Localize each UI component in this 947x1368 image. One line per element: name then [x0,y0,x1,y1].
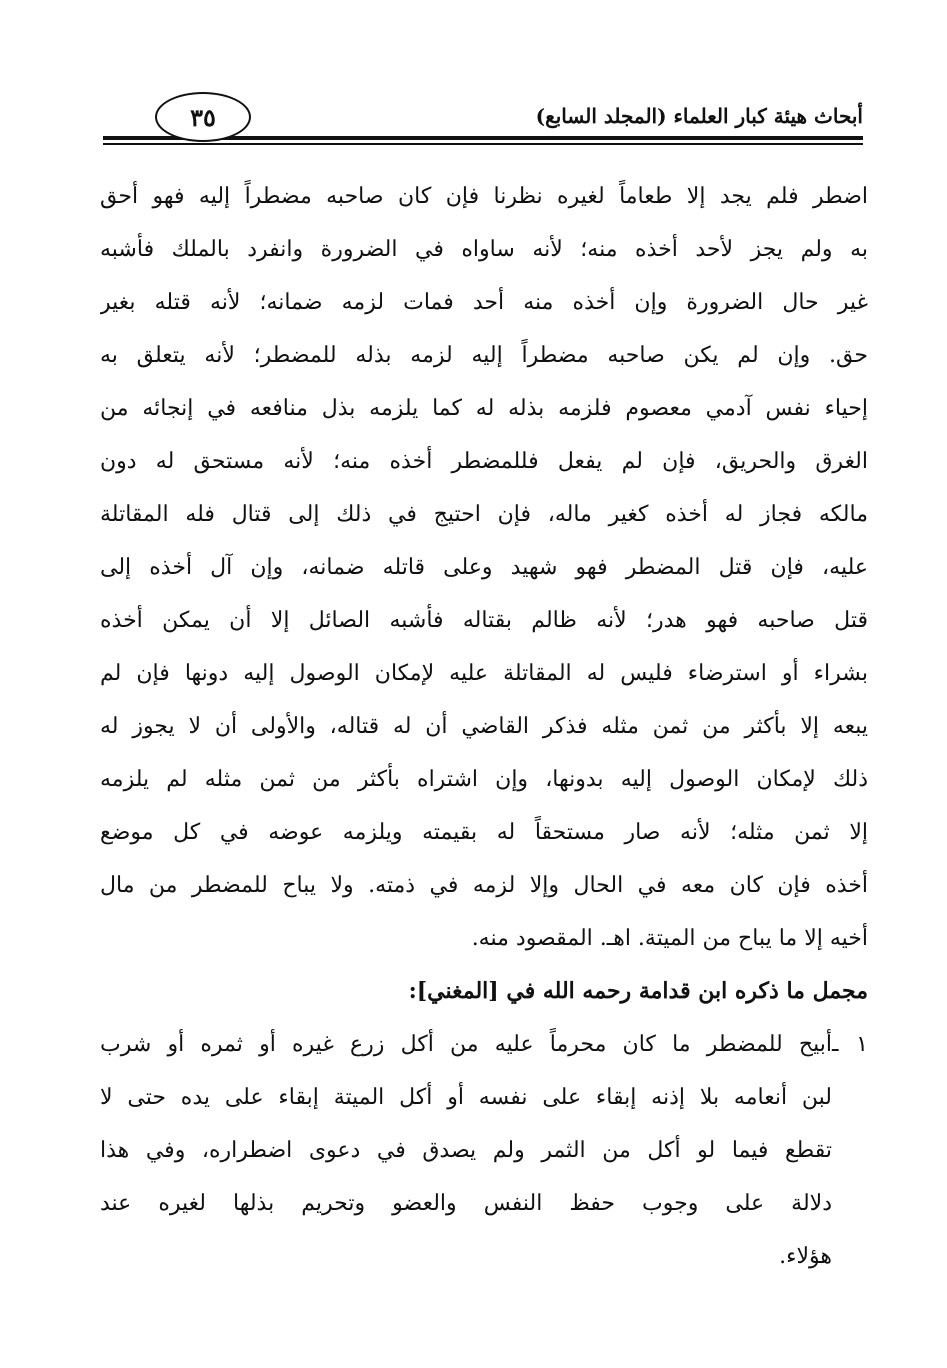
header-rule-thin [103,143,863,145]
body-text [100,170,868,1283]
page-number: ٣٥ [155,92,251,142]
body-line: حق. وإن لم يكن صاحبه مضطراً إليه لزمه بذله للمضطر؛ لأنه يتعلق به [100,343,868,368]
section-heading: مجمل ما ذكره ابن قدامة رحمه الله في [المغني]: [408,978,868,1004]
body-line: غير حال الضرورة وإن أخذه منه أحد فمات لزمه ضمانه؛ لأنه قتله بغير [100,290,868,315]
body-line: بشراء أو استرضاء فليس له المقاتلة عليه لإمكان الوصول إليه دونها فإن لم [100,661,868,686]
body-line: اضطر فلم يجد إلا طعاماً لغيره نظرنا فإن كان صاحبه مضطراً إليه فهو أحق [100,184,868,209]
body-line: إحياء نفس آدمي معصوم فلزمه بذله له كما يلزمه بذل منافعه في إنجائه من [100,396,868,421]
page-header [103,92,863,144]
body-line: عليه، فإن قتل المضطر فهو شهيد وعلى قاتله ضمانه، وإن آل أخذه إلى [100,555,868,580]
body-line: مالكه فجاز له أخذه كغير ماله، فإن احتيج في ذلك إلى قتال فله المقاتلة [100,502,868,527]
body-line: يبعه إلا بأكثر من ثمن مثله فذكر القاضي أن له قتاله، والأولى أن لا يجوز له [100,714,868,739]
body-line: به ولم يجز لأحد أخذه منه؛ لأنه ساواه في الضرورة وانفرد بالملك فأشبه [100,237,868,262]
list-item-marker: ١ ـ [832,1032,868,1057]
body-line: ذلك لإمكان الوصول إليه بدونها، وإن اشتراه بأكثر من ثمن مثله لم يلزمه [100,767,868,792]
body-line: أخذه فإن كان معه في الحال وإلا لزمه في ذمته. ولا يباح للمضطر من مال [100,873,868,898]
body-line: قتل صاحبه فهو هدر؛ لأنه ظالم بقتاله فأشبه الصائل إلا أن يمكن أخذه [100,608,868,633]
list-item-text: أبيح للمضطر ما كان محرماً عليه من أكل زرع غيره أو ثمره أو شرب [100,1032,832,1057]
list-item-line [100,1018,868,1071]
list-item-line: تقطع فيما لو أكل من الثمر ولم يصدق في دعوى اضطراره، وفي هذا [100,1138,832,1163]
body-line: إلا ثمن مثله؛ لأنه صار مستحقاً له بقيمته ويلزمه عوضه في كل موضع [100,820,868,845]
list-item-line: هؤلاء. [779,1244,832,1269]
running-title: أبحاث هيئة كبار العلماء (المجلد السابع) [535,104,863,128]
body-line: أخيه إلا ما يباح من الميتة. اهـ. المقصود منه. [471,926,868,951]
list-item-line: لبن أنعامه بلا إذنه إبقاء على نفسه أو أكل الميتة إبقاء على يده حتى لا [100,1085,832,1110]
body-line: الغرق والحريق، فإن لم يفعل فللمضطر أخذه منه؛ لأنه مستحق له دون [100,449,868,474]
list-item-line: دلالة على وجوب حفظ النفس والعضو وتحريم بذلها لغيره عند [100,1191,832,1216]
